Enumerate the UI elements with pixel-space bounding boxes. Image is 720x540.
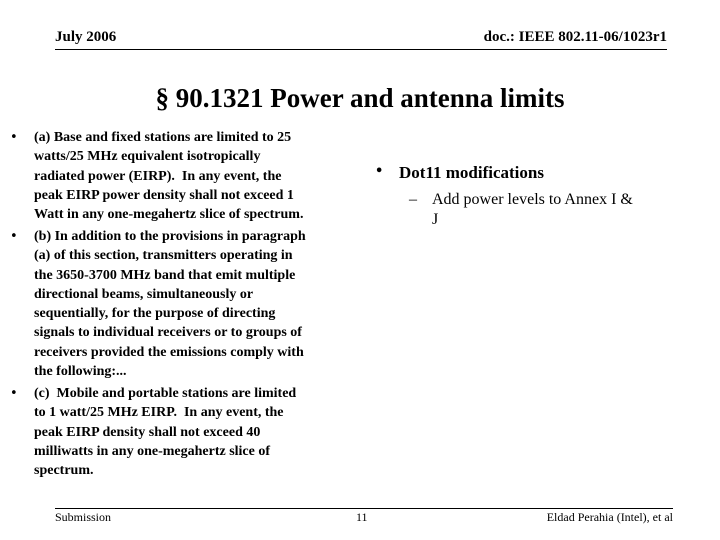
right-sub-bullet-text: Add power levels to Annex I & J	[432, 191, 633, 228]
bullet-icon: •	[10, 229, 18, 244]
right-sub-bullet	[409, 190, 633, 270]
bullet-text-a: (a) Base and fixed stations are limited to 25 watts/25 MHz equivalent isotropically radiated power (EIRP). In any event, the peak EIRP power density shall not exceed 1 Watt in any one-megahertz slice of spectrum.	[34, 130, 304, 223]
right-bullet-text: Dot11 modifications	[399, 163, 544, 182]
bullet-icon: •	[375, 164, 384, 179]
bullet-text-b: (b) In addition to the provisions in paragraph (a) of this section, transmitters operating in the 3650-3700 MHz band that emit multiple directional beams, simultaneously or sequentially, for the purpose of directing signals to individual receivers or to groups of receivers provided the emissions comply with the following:...	[34, 229, 306, 380]
header-doc-id: doc.: IEEE 802.11-06/1023r1	[483, 29, 667, 45]
footer-divider	[55, 508, 673, 509]
bullet-text-c: (c) Mobile and portable stations are limited to 1 watt/25 MHz EIRP. In any event, the peak EIRP density shall not exceed 40 milliwatts in any one-megahertz slice of spectrum.	[34, 386, 297, 479]
footer-submission: Submission	[55, 510, 112, 524]
header-divider	[55, 49, 667, 50]
bullet-icon: •	[10, 130, 18, 145]
page-number: 11	[356, 510, 368, 524]
bullet-icon: •	[10, 386, 18, 401]
slide-title: § 90.1321 Power and antenna limits	[155, 83, 565, 113]
header-date: July 2006	[55, 29, 117, 45]
dash-icon: –	[409, 191, 417, 208]
footer-author: Eldad Perahia (Intel), et al	[546, 510, 673, 524]
